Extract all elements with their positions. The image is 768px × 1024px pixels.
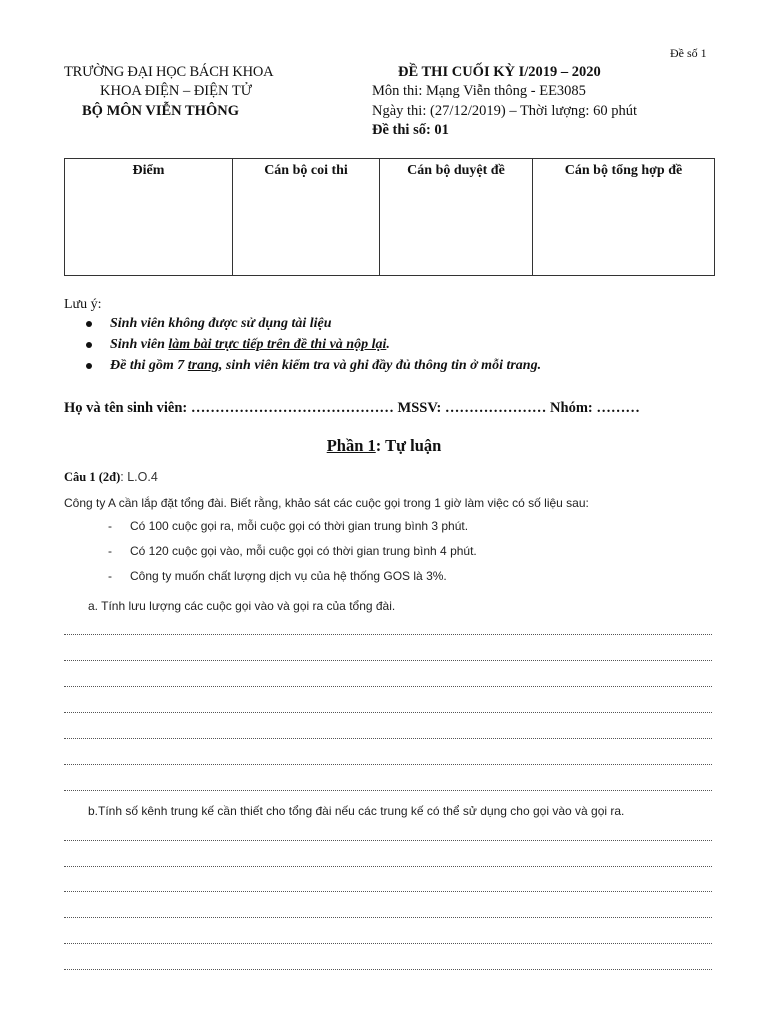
note-text-3-underlined: trang (187, 358, 219, 373)
fact-text: Có 100 cuộc gọi ra, mỗi cuộc gọi có thời gian trung bình 3 phút. (130, 519, 469, 533)
answer-line[interactable] (64, 943, 712, 944)
note-text-2-underlined: làm bài trực tiếp trên đề thi và nộp lại (168, 337, 387, 352)
question-1-intro: Công ty A cần lắp đặt tổng đài. Biết rằng, khảo sát các cuộc gọi trong 1 giờ làm việc có số liệu sau: (64, 496, 589, 510)
answer-line[interactable] (64, 790, 712, 791)
bullet-icon (86, 363, 92, 369)
bullet-icon (86, 321, 92, 327)
answer-line[interactable] (64, 917, 712, 918)
faculty-name: KHOA ĐIỆN – ĐIỆN TỬ (100, 83, 252, 99)
note-item (86, 316, 541, 337)
notes-label: Lưu ý: (64, 297, 102, 312)
student-info-line[interactable]: Họ và tên sinh viên: …………………………………… MSSV: ………………… Nhóm: ……… (64, 400, 640, 416)
grading-table (64, 158, 715, 276)
dash-marker: - (108, 569, 112, 583)
grade-cell-compiler[interactable] (533, 159, 715, 276)
note-item (86, 358, 541, 379)
grade-cell-reviewer[interactable] (380, 159, 533, 276)
question-1-part-a: a. Tính lưu lượng các cuộc gọi vào và gọi ra của tổng đài. (88, 599, 396, 613)
notes-list (86, 316, 541, 379)
grade-header-proctor: Cán bộ coi thi (264, 163, 348, 178)
note-text-2-prefix: Sinh viên (110, 337, 169, 352)
answer-line[interactable] (64, 969, 712, 970)
grade-cell-proctor[interactable] (233, 159, 380, 276)
question-1-lo: : L.O.4 (120, 470, 158, 484)
answer-line[interactable] (64, 738, 712, 739)
question-1-facts (108, 519, 477, 594)
grade-cell-score[interactable] (65, 159, 233, 276)
section-title-prefix: Phần 1 (326, 436, 376, 455)
bullet-icon (86, 342, 92, 348)
fact-item (108, 544, 477, 569)
answer-line[interactable] (64, 634, 712, 635)
answer-line[interactable] (64, 840, 712, 841)
answer-line[interactable] (64, 712, 712, 713)
answer-line[interactable] (64, 866, 712, 867)
fact-item (108, 569, 477, 594)
question-1-part-b: b.Tính số kênh trung kế cần thiết cho tổng đài nếu các trung kế có thể sử dụng cho gọi vào và gọi ra. (88, 804, 625, 818)
grade-header-reviewer: Cán bộ duyệt đề (407, 163, 505, 178)
grade-header-score: Điểm (132, 163, 165, 178)
question-1-label: Câu 1 (2đ) (64, 470, 121, 484)
university-name: TRƯỜNG ĐẠI HỌC BÁCH KHOA (64, 64, 274, 80)
section-title-suffix: : Tự luận (375, 436, 442, 455)
fact-text: Có 120 cuộc gọi vào, mỗi cuộc gọi có thời gian trung bình 4 phút. (130, 544, 477, 558)
question-1-header (64, 470, 158, 485)
note-text-3-suffix: , sinh viên kiểm tra và ghi đầy đủ thông tin ở mỗi trang. (218, 358, 542, 373)
exam-code-top: Đề số 1 (670, 46, 707, 60)
exam-number: Đề thi số: 01 (372, 122, 449, 138)
answer-line[interactable] (64, 891, 712, 892)
note-text-2-suffix: . (386, 337, 390, 352)
dash-marker: - (108, 519, 112, 533)
note-item (86, 337, 541, 358)
grade-header-compiler: Cán bộ tổng hợp đề (564, 163, 683, 178)
fact-item (108, 519, 477, 544)
note-text-3-prefix: Đề thi gồm 7 (110, 358, 188, 373)
department-name: BỘ MÔN VIỄN THÔNG (82, 103, 239, 119)
exam-title: ĐỀ THI CUỐI KỲ I/2019 – 2020 (398, 64, 601, 80)
exam-date-duration: Ngày thi: (27/12/2019) – Thời lượng: 60 phút (372, 103, 637, 119)
note-text-1: Sinh viên không được sử dụng tài liệu (110, 316, 332, 331)
section-title (0, 436, 768, 456)
exam-subject: Môn thi: Mạng Viễn thông - EE3085 (372, 83, 586, 99)
answer-line[interactable] (64, 764, 712, 765)
answer-line[interactable] (64, 686, 712, 687)
dash-marker: - (108, 544, 112, 558)
fact-text: Công ty muốn chất lượng dịch vụ của hệ thống GOS là 3%. (130, 569, 447, 583)
answer-line[interactable] (64, 660, 712, 661)
